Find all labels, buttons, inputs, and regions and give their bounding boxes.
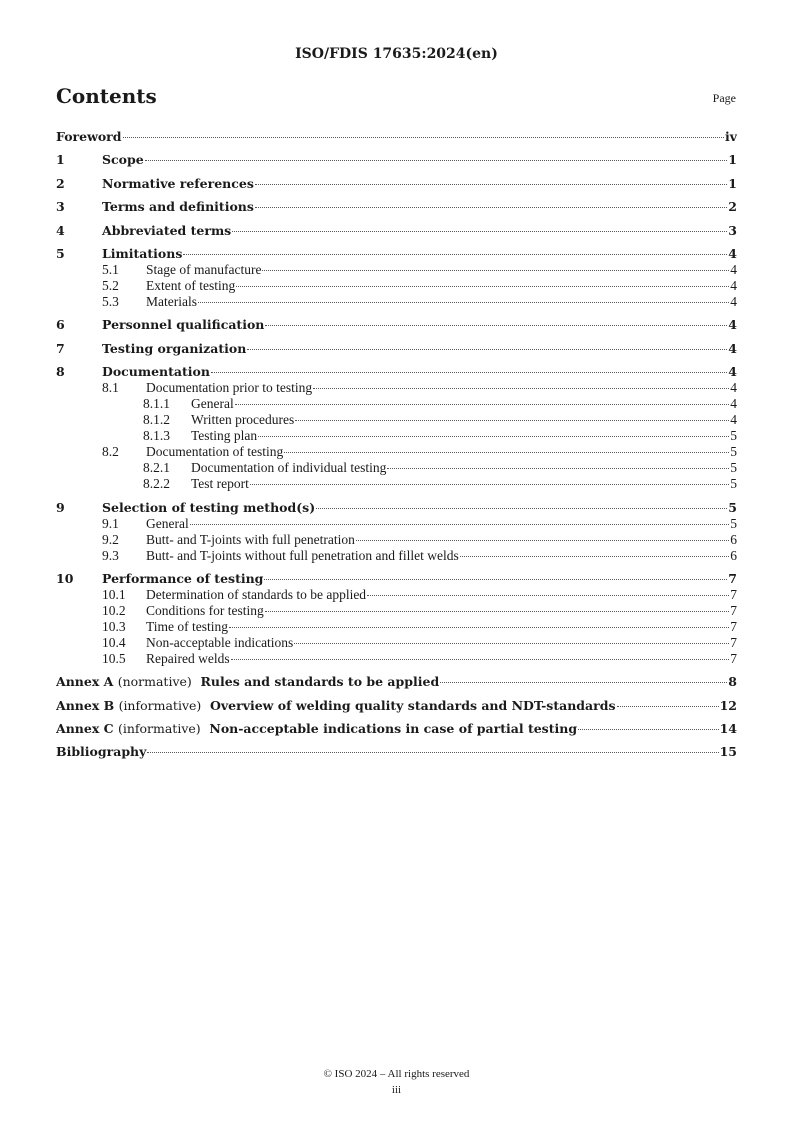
toc-number: 8.1 xyxy=(102,380,119,396)
toc-title: Conditions for testing xyxy=(146,602,264,618)
toc-title: Determination of standards to be applied xyxy=(146,586,367,602)
toc-entry-bibliography[interactable] xyxy=(56,744,737,760)
toc-page: 4 xyxy=(728,317,737,333)
toc-page: 3 xyxy=(728,222,737,238)
toc-title: Time of testing xyxy=(146,618,229,634)
toc-number: 4 xyxy=(56,222,65,238)
toc-number: 10 xyxy=(56,570,74,586)
table-of-contents xyxy=(56,129,737,760)
toc-title: Performance of testing xyxy=(102,570,264,586)
toc-title: Scope xyxy=(102,152,144,168)
dot-leader xyxy=(265,325,727,326)
toc-page: 7 xyxy=(730,634,737,650)
toc-page: 7 xyxy=(730,650,737,666)
toc-title xyxy=(56,721,577,737)
annex-title: Rules and standards to be applied xyxy=(200,674,440,690)
toc-title: Test report xyxy=(191,476,249,492)
dot-leader xyxy=(262,270,729,271)
toc-entry-abbreviated-terms[interactable] xyxy=(56,223,737,239)
dot-leader xyxy=(147,752,718,753)
toc-page: 5 xyxy=(730,444,737,460)
toc-title: Terms and definitions xyxy=(102,199,254,215)
toc-title: Extent of testing xyxy=(146,277,236,293)
toc-number: 2 xyxy=(56,175,65,191)
dot-leader xyxy=(440,682,727,683)
toc-number: 9.1 xyxy=(102,515,119,531)
dot-leader xyxy=(198,302,729,303)
toc-title: Documentation of testing xyxy=(146,444,284,460)
toc-entry-performance-of-testing[interactable] xyxy=(56,571,737,587)
document-id-header: ISO/FDIS 17635:2024(en) xyxy=(295,46,498,62)
toc-title: Butt- and T-joints with full penetration xyxy=(146,531,355,547)
toc-page: 4 xyxy=(730,293,737,309)
toc-page: 7 xyxy=(730,618,737,634)
toc-number: 5.2 xyxy=(102,277,119,293)
toc-title: Personnel qualification xyxy=(102,317,265,333)
toc-title: Written procedures xyxy=(191,412,295,428)
toc-page: 7 xyxy=(730,602,737,618)
toc-entry-repaired-welds[interactable] xyxy=(56,651,737,667)
toc-page: 4 xyxy=(728,340,737,356)
toc-number: 7 xyxy=(56,340,65,356)
toc-title: Abbreviated terms xyxy=(102,222,232,238)
toc-title: Normative references xyxy=(102,175,254,191)
dot-leader xyxy=(232,231,727,232)
annex-title: Non-acceptable indications in case of partial testing xyxy=(209,721,578,737)
dot-leader xyxy=(229,627,729,628)
toc-entry-foreword[interactable] xyxy=(56,129,737,145)
toc-title: Documentation of individual testing xyxy=(191,460,387,476)
toc-page: 4 xyxy=(730,396,737,412)
toc-number: 5.3 xyxy=(102,293,119,309)
toc-page: 5 xyxy=(730,476,737,492)
toc-entry-normative-references[interactable] xyxy=(56,176,737,192)
toc-title xyxy=(56,698,616,714)
toc-entry-documentation-of-testing[interactable] xyxy=(56,444,737,460)
toc-page: 4 xyxy=(730,277,737,293)
toc-number: 6 xyxy=(56,317,65,333)
toc-number: 5.1 xyxy=(102,261,119,277)
toc-entry-annex-b[interactable] xyxy=(56,698,737,714)
toc-entry-written-procedures[interactable] xyxy=(56,412,737,428)
toc-entry-time-of-testing[interactable] xyxy=(56,619,737,635)
dot-leader xyxy=(236,286,729,287)
toc-title: Foreword xyxy=(56,129,122,144)
toc-entry-limitations[interactable] xyxy=(56,246,737,262)
toc-number: 8.1.3 xyxy=(143,428,170,444)
toc-number: 10.1 xyxy=(102,586,126,602)
annex-category: (normative) xyxy=(117,674,192,690)
copyright-notice: © ISO 2024 – All rights reserved xyxy=(323,1068,470,1080)
toc-entry-butt-t-joints-full-penetration[interactable] xyxy=(56,532,737,548)
toc-title: Testing plan xyxy=(191,428,258,444)
toc-number: 8 xyxy=(56,364,65,380)
toc-number: 1 xyxy=(56,152,65,168)
toc-page: 14 xyxy=(719,721,737,737)
dot-leader xyxy=(123,137,724,138)
toc-number: 8.2.1 xyxy=(143,460,170,476)
dot-leader xyxy=(190,524,730,525)
contents-heading: Contents xyxy=(56,84,157,108)
annex-category: (informative) xyxy=(117,721,201,737)
toc-page: 1 xyxy=(728,152,737,168)
dot-leader xyxy=(387,468,729,469)
dot-leader xyxy=(258,436,729,437)
annex-title: Overview of welding quality standards and NDT-standards xyxy=(210,697,616,713)
toc-title: Non-acceptable indications xyxy=(146,634,294,650)
toc-page: 4 xyxy=(728,245,737,261)
toc-number: 8.1.1 xyxy=(143,396,170,412)
toc-page: 7 xyxy=(728,570,737,586)
dot-leader xyxy=(250,484,729,485)
dot-leader xyxy=(356,540,729,541)
toc-page: 5 xyxy=(730,460,737,476)
toc-page: 1 xyxy=(728,175,737,191)
toc-number: 8.2 xyxy=(102,444,119,460)
toc-entry-personnel-qualification[interactable] xyxy=(56,317,737,333)
toc-number: 9.2 xyxy=(102,531,119,547)
dot-leader xyxy=(367,595,729,596)
toc-entry-general-9-1[interactable] xyxy=(56,516,737,532)
toc-page: 5 xyxy=(730,515,737,531)
annex-label: Annex A xyxy=(56,674,114,690)
toc-entry-annex-a[interactable] xyxy=(56,674,737,690)
dot-leader xyxy=(284,452,729,453)
dot-leader xyxy=(247,349,727,350)
toc-entry-test-report[interactable] xyxy=(56,476,737,492)
page-footer xyxy=(0,1066,793,1098)
toc-number: 8.1.2 xyxy=(143,412,170,428)
toc-page: 6 xyxy=(730,531,737,547)
dot-leader xyxy=(316,508,727,509)
toc-number: 5 xyxy=(56,245,65,261)
annex-label: Annex B xyxy=(56,697,115,713)
toc-entry-conditions-for-testing[interactable] xyxy=(56,603,737,619)
toc-title: General xyxy=(146,515,189,531)
toc-title: Repaired welds xyxy=(146,650,230,666)
toc-title xyxy=(56,674,439,690)
toc-title: Limitations xyxy=(102,245,183,261)
dot-leader xyxy=(617,706,719,707)
toc-page: 8 xyxy=(728,674,737,690)
toc-entry-butt-t-joints-without-full-penetration[interactable] xyxy=(56,548,737,564)
toc-entry-materials[interactable] xyxy=(56,294,737,310)
page-column-label: Page xyxy=(712,91,736,105)
toc-entry-selection-of-testing-methods[interactable] xyxy=(56,500,737,516)
dot-leader xyxy=(235,404,730,405)
toc-page: 4 xyxy=(728,364,737,380)
dot-leader xyxy=(255,184,727,185)
toc-entry-extent-of-testing[interactable] xyxy=(56,278,737,294)
toc-title: Selection of testing method(s) xyxy=(102,499,316,515)
toc-page: 4 xyxy=(730,412,737,428)
toc-number: 10.5 xyxy=(102,650,126,666)
toc-title: Stage of manufacture xyxy=(146,261,262,277)
toc-title: Butt- and T-joints without full penetration and fillet welds xyxy=(146,547,459,563)
toc-page: iv xyxy=(724,129,737,144)
toc-entry-documentation-prior-to-testing[interactable] xyxy=(56,380,737,396)
dot-leader xyxy=(183,254,727,255)
dot-leader xyxy=(460,556,730,557)
annex-label: Annex C xyxy=(56,721,114,737)
annex-category: (informative) xyxy=(118,697,202,713)
toc-entry-non-acceptable-indications[interactable] xyxy=(56,635,737,651)
dot-leader xyxy=(578,729,719,730)
toc-number: 9.3 xyxy=(102,547,119,563)
dot-leader xyxy=(211,372,727,373)
dot-leader xyxy=(264,579,727,580)
toc-page: 6 xyxy=(730,547,737,563)
toc-title: Bibliography xyxy=(56,744,147,760)
toc-number: 3 xyxy=(56,199,65,215)
toc-page: 5 xyxy=(728,499,737,515)
toc-entry-scope[interactable] xyxy=(56,152,737,168)
toc-entry-terms-and-definitions[interactable] xyxy=(56,199,737,215)
toc-title: Testing organization xyxy=(102,340,247,356)
toc-page: 15 xyxy=(719,744,737,760)
toc-number: 10.3 xyxy=(102,618,126,634)
toc-number: 10.2 xyxy=(102,602,126,618)
dot-leader xyxy=(294,643,729,644)
toc-title: Documentation xyxy=(102,364,210,380)
toc-entry-testing-organization[interactable] xyxy=(56,341,737,357)
toc-entry-testing-plan[interactable] xyxy=(56,428,737,444)
toc-page: 12 xyxy=(719,697,737,713)
toc-number: 8.2.2 xyxy=(143,476,170,492)
dot-leader xyxy=(145,160,728,161)
dot-leader xyxy=(255,207,727,208)
toc-title: Materials xyxy=(146,293,197,309)
toc-entry-annex-c[interactable] xyxy=(56,721,737,737)
dot-leader xyxy=(313,388,729,389)
toc-entry-stage-of-manufacture[interactable] xyxy=(56,262,737,278)
dot-leader xyxy=(231,659,730,660)
toc-entry-determination-of-standards[interactable] xyxy=(56,587,737,603)
toc-number: 10.4 xyxy=(102,634,126,650)
toc-entry-documentation-of-individual-testing[interactable] xyxy=(56,460,737,476)
page-number: iii xyxy=(391,1084,402,1096)
dot-leader xyxy=(265,611,730,612)
toc-page: 7 xyxy=(730,586,737,602)
toc-page: 2 xyxy=(728,199,737,215)
toc-page: 4 xyxy=(730,380,737,396)
toc-title: General xyxy=(191,396,234,412)
toc-title: Documentation prior to testing xyxy=(146,380,313,396)
toc-number: 9 xyxy=(56,499,65,515)
toc-entry-documentation[interactable] xyxy=(56,364,737,380)
toc-page: 5 xyxy=(730,428,737,444)
toc-entry-general-8-1-1[interactable] xyxy=(56,396,737,412)
toc-page: 4 xyxy=(730,261,737,277)
dot-leader xyxy=(295,420,729,421)
